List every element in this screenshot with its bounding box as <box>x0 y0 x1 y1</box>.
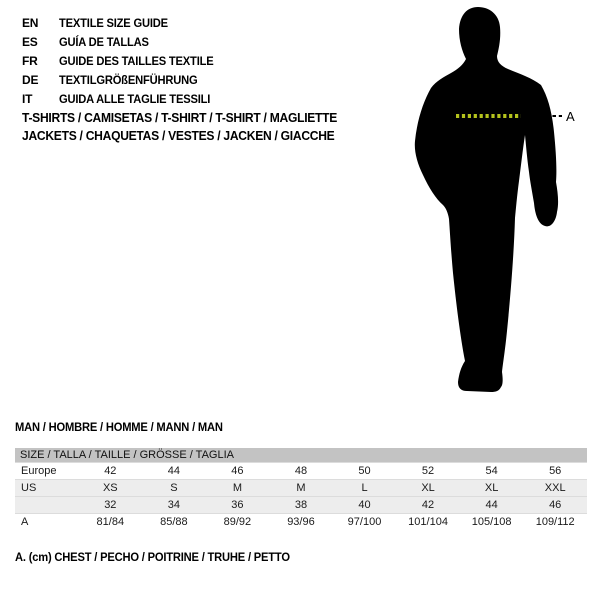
category-line-jackets: JACKETS / CHAQUETAS / VESTES / JACKEN / GIACCHE <box>22 128 335 143</box>
size-table <box>15 448 587 530</box>
row-label: Europe <box>21 465 57 477</box>
language-row-fr <box>22 52 225 71</box>
row-label: US <box>15 480 79 497</box>
size-cell: L <box>333 480 397 497</box>
garment-category-block <box>22 109 361 145</box>
size-cell: 105/108 <box>471 516 512 528</box>
language-row-es <box>22 33 225 52</box>
size-cell: 46 <box>523 497 587 514</box>
size-cell: 109/112 <box>535 516 575 528</box>
language-label: TEXTILGRÖßENFÜHRUNG <box>59 73 198 87</box>
size-cell: 46 <box>231 465 244 477</box>
table-row-europe <box>15 463 587 480</box>
size-table-header: SIZE / TALLA / TAILLE / GRÖSSE / TAGLIA <box>15 448 587 463</box>
size-table-header-row <box>15 448 587 463</box>
language-row-it <box>22 90 225 109</box>
table-row-us <box>15 480 587 497</box>
row-label <box>15 497 79 514</box>
size-cell: 81/84 <box>96 516 125 528</box>
language-label: TEXTILE SIZE GUIDE <box>59 16 168 30</box>
row-label: A <box>21 516 29 528</box>
size-cell: XS <box>79 480 143 497</box>
table-row-alt-sizes <box>15 497 587 514</box>
size-cell: 42 <box>396 497 460 514</box>
size-cell: 36 <box>206 497 270 514</box>
size-cell: 54 <box>485 465 498 477</box>
size-cell: 44 <box>167 465 180 477</box>
size-cell: XL <box>396 480 460 497</box>
size-cell: 52 <box>421 465 435 477</box>
size-cell: 93/96 <box>287 516 315 528</box>
category-line-tshirts: T-SHIRTS / CAMISETAS / T-SHIRT / T-SHIRT / MAGLIETTE <box>22 110 338 125</box>
measure-label-a: A <box>566 109 575 124</box>
language-code: DE <box>22 73 39 87</box>
section-title-man: MAN / HOMBRE / HOMME / MANN / MAN <box>15 420 223 434</box>
size-cell: S <box>142 480 206 497</box>
man-silhouette <box>415 7 558 392</box>
size-cell: XL <box>460 480 524 497</box>
language-row-en <box>22 14 225 33</box>
man-silhouette-figure <box>405 0 585 400</box>
size-cell: 56 <box>549 465 562 477</box>
measurement-footnote: A. (cm) CHEST / PECHO / POITRINE / TRUHE / PETTO <box>15 550 290 564</box>
size-cell: 42 <box>104 465 117 477</box>
language-label: GUÍA DE TALLAS <box>59 35 149 49</box>
language-label: GUIDE DES TAILLES TEXTILE <box>59 54 214 68</box>
size-cell: XXL <box>523 480 587 497</box>
language-code: ES <box>22 35 38 49</box>
size-cell: 89/92 <box>223 516 252 528</box>
size-cell: 85/88 <box>160 516 188 528</box>
size-cell: 44 <box>460 497 524 514</box>
size-cell: M <box>269 480 333 497</box>
size-cell: M <box>206 480 270 497</box>
language-title-block <box>22 14 225 109</box>
size-cell: 32 <box>79 497 143 514</box>
language-row-de <box>22 71 225 90</box>
language-label: GUIDA ALLE TAGLIE TESSILI <box>59 92 211 106</box>
size-cell: 40 <box>333 497 397 514</box>
size-cell: 101/104 <box>408 516 448 528</box>
size-cell: 48 <box>294 465 308 477</box>
language-code: IT <box>22 92 33 106</box>
size-cell: 50 <box>358 465 371 477</box>
table-row-chest-a <box>15 514 587 531</box>
size-cell: 38 <box>269 497 333 514</box>
size-cell: 97/100 <box>347 516 382 528</box>
language-code: EN <box>22 16 39 30</box>
language-code: FR <box>22 54 38 68</box>
size-cell: 34 <box>142 497 206 514</box>
